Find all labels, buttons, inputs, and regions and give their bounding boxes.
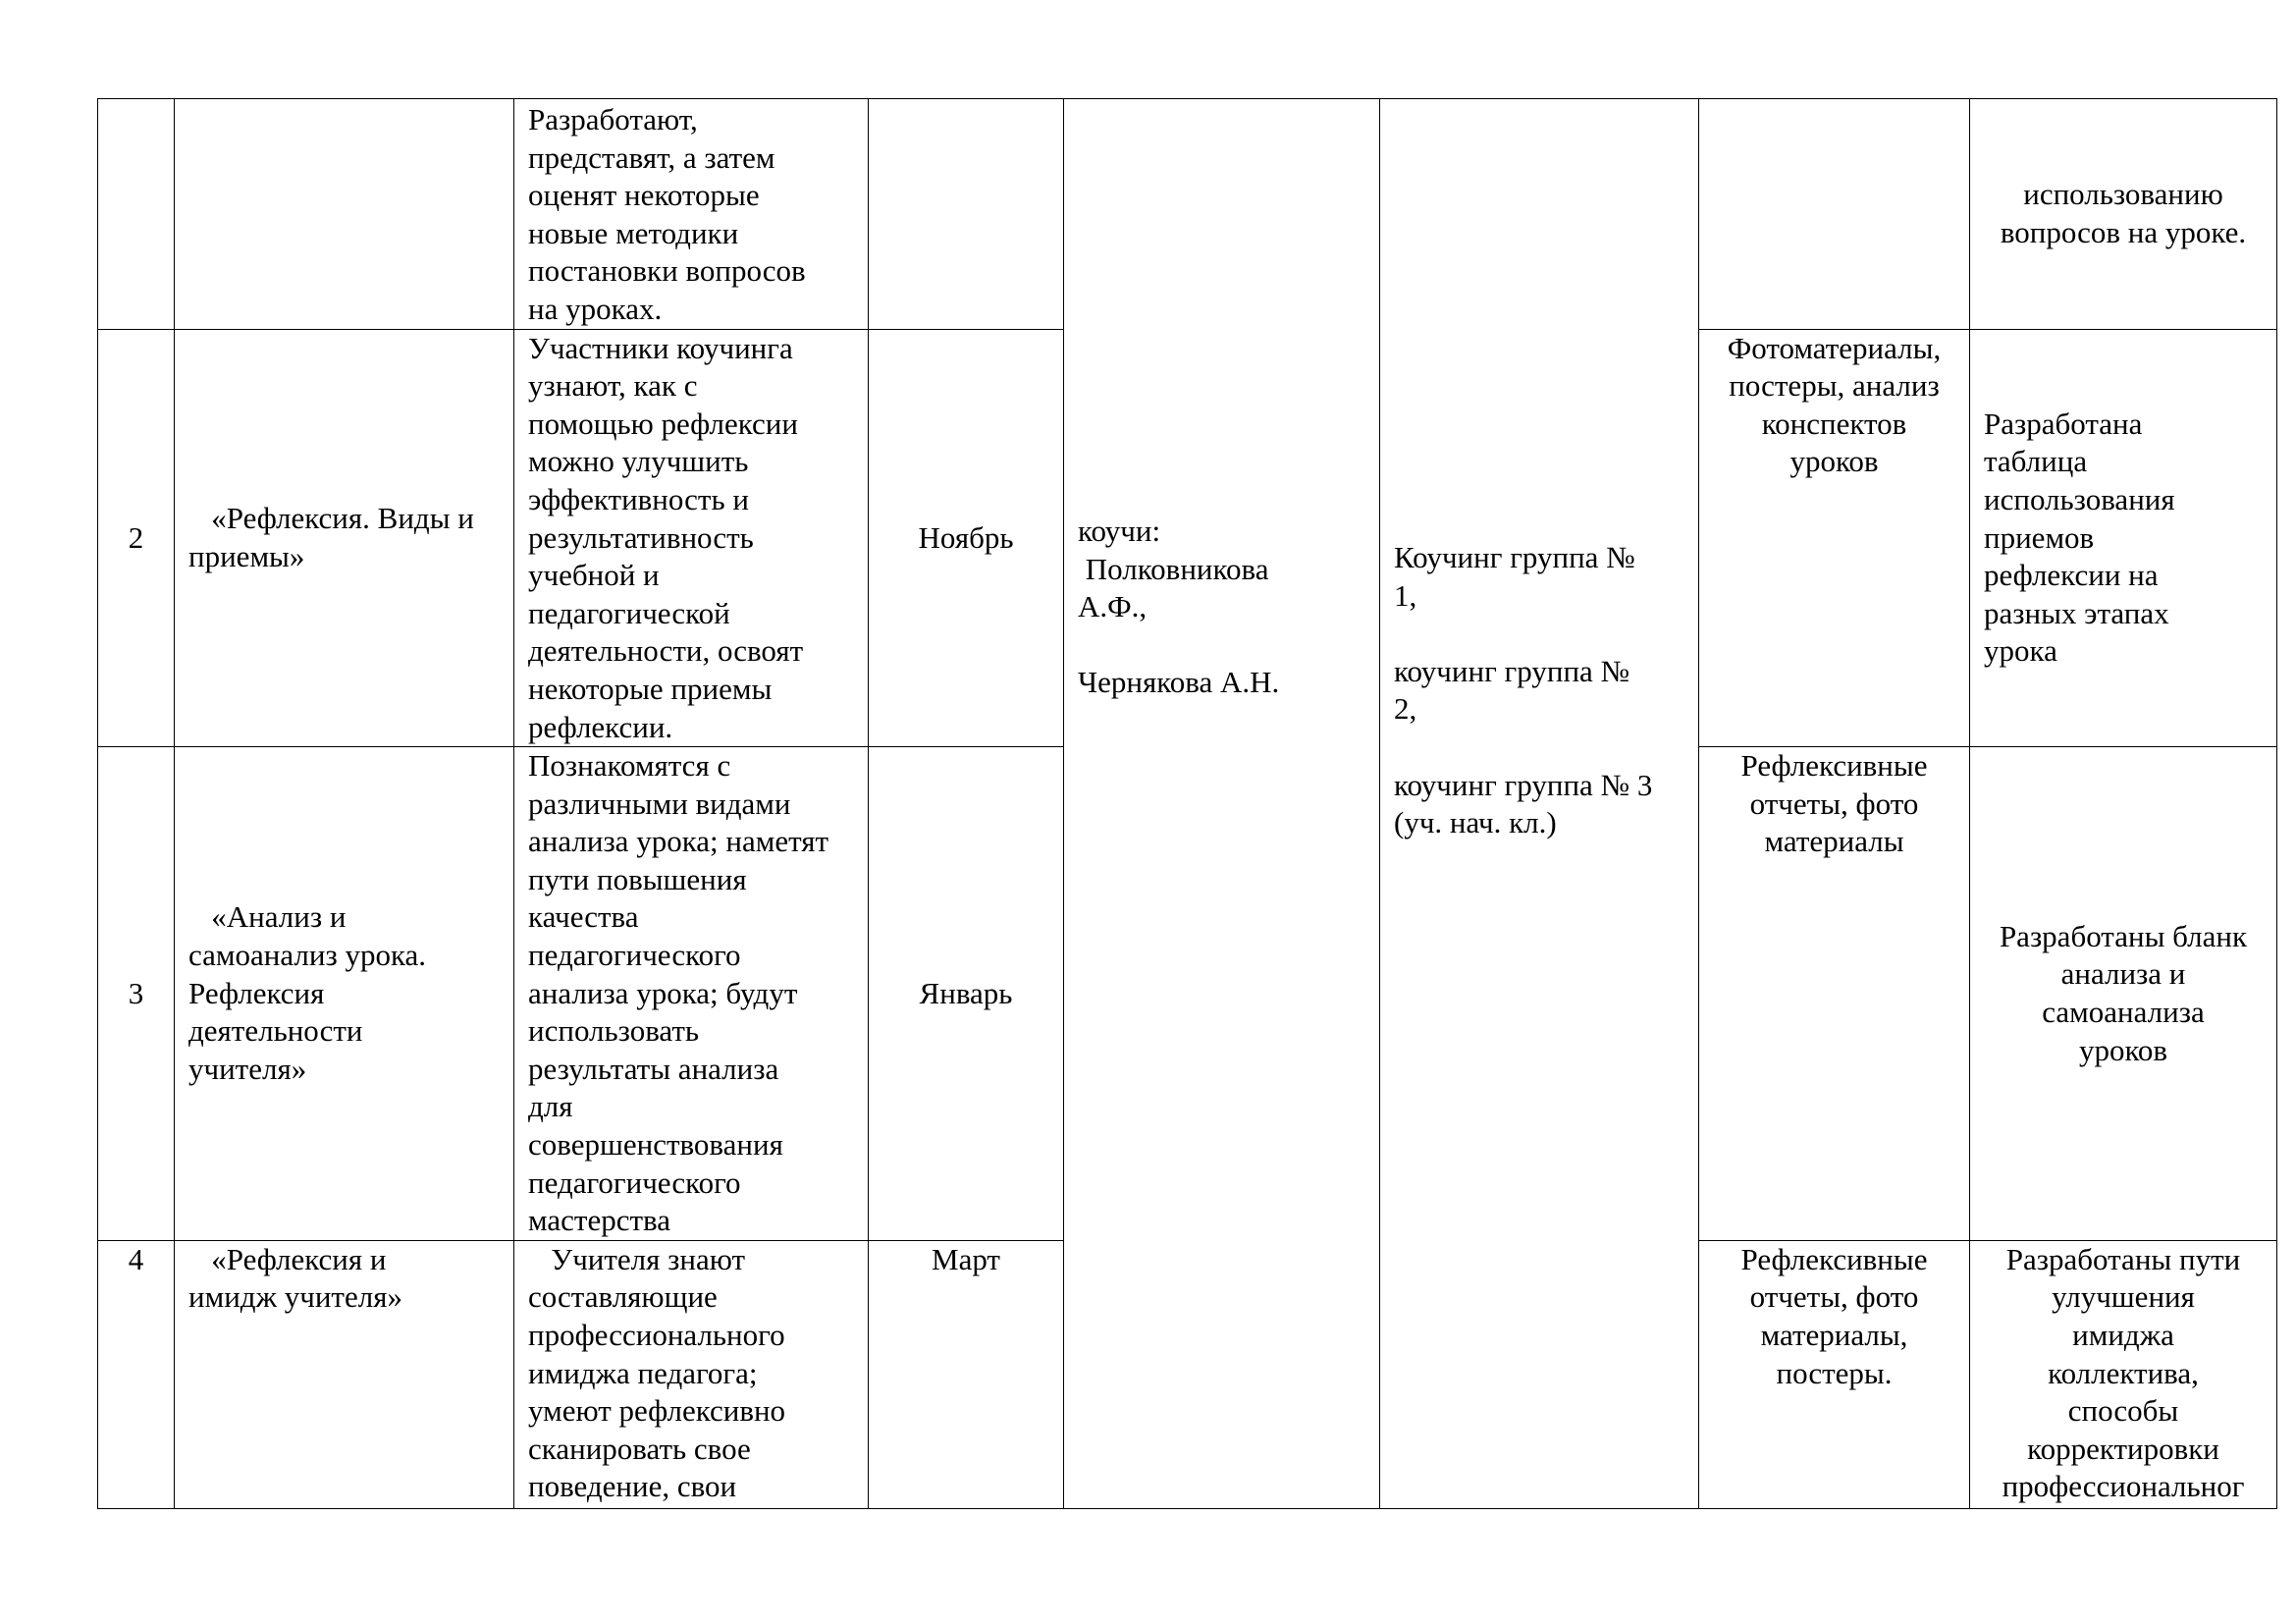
topic-cell: «Анализ и самоанализ урока. Рефлексия деятельности учителя» <box>175 747 514 1241</box>
materials-cell <box>1699 99 1970 330</box>
month-cell: Январь <box>869 747 1064 1241</box>
outcome-cell: Разработаны пути улучшения имиджа коллектива, способы корректировки профессиональног <box>1970 1240 2277 1508</box>
topic-cell: «Рефлексия и имидж учителя» <box>175 1240 514 1508</box>
materials-cell: Рефлексивные отчеты, фото материалы <box>1699 747 1970 1241</box>
outcome-cell: Разработаны бланк анализа и самоанализа уроков <box>1970 747 2277 1241</box>
topic-cell: «Рефлексия. Виды и приемы» <box>175 329 514 747</box>
row-number-cell: 4 <box>98 1240 175 1508</box>
row-number-cell: 3 <box>98 747 175 1241</box>
groups-cell: Коучинг группа № 1, коучинг группа № 2, коучинг группа № 3 (уч. нач. кл.) <box>1380 99 1699 1509</box>
month-cell <box>869 99 1064 330</box>
month-cell: Март <box>869 1240 1064 1508</box>
table-row <box>98 99 2277 330</box>
coach-initials: А.Ф., <box>1078 589 1148 624</box>
coaches-cell <box>1064 99 1380 1509</box>
outcome-cell: использованию вопросов на уроке. <box>1970 99 2277 330</box>
row-number-cell: 2 <box>98 329 175 747</box>
coaching-plan-table <box>97 98 2277 1509</box>
coach-name: Полковникова <box>1085 551 1269 586</box>
content-cell: Участники коучинга узнают, как с помощью рефлексии можно улучшить эффективность и результативность учебной и педагогической деятельности, освоят некоторые приемы рефлексии. <box>514 329 869 747</box>
content-cell: Учителя знают составляющие профессионального имиджа педагога; умеют рефлексивно сканировать свое поведение, свои <box>514 1240 869 1508</box>
coaches-label: коучи: <box>1078 513 1161 548</box>
materials-cell: Фотоматериалы, постеры, анализ конспектов уроков <box>1699 329 1970 747</box>
content-cell: Разработают, представят, а затем оценят некоторые новые методики постановки вопросов на уроках. <box>514 99 869 330</box>
materials-cell: Рефлексивные отчеты, фото материалы, постеры. <box>1699 1240 1970 1508</box>
outcome-cell: Разработана таблица использования приемов рефлексии на разных этапах урока <box>1970 329 2277 747</box>
month-cell: Ноябрь <box>869 329 1064 747</box>
row-number-cell <box>98 99 175 330</box>
content-cell: Познакомятся с различными видами анализа урока; наметят пути повышения качества педагогического анализа урока; будут использовать результаты анализа для совершенствования педагогического мастерства <box>514 747 869 1241</box>
coach-name: Чернякова А.Н. <box>1078 665 1280 700</box>
topic-cell <box>175 99 514 330</box>
